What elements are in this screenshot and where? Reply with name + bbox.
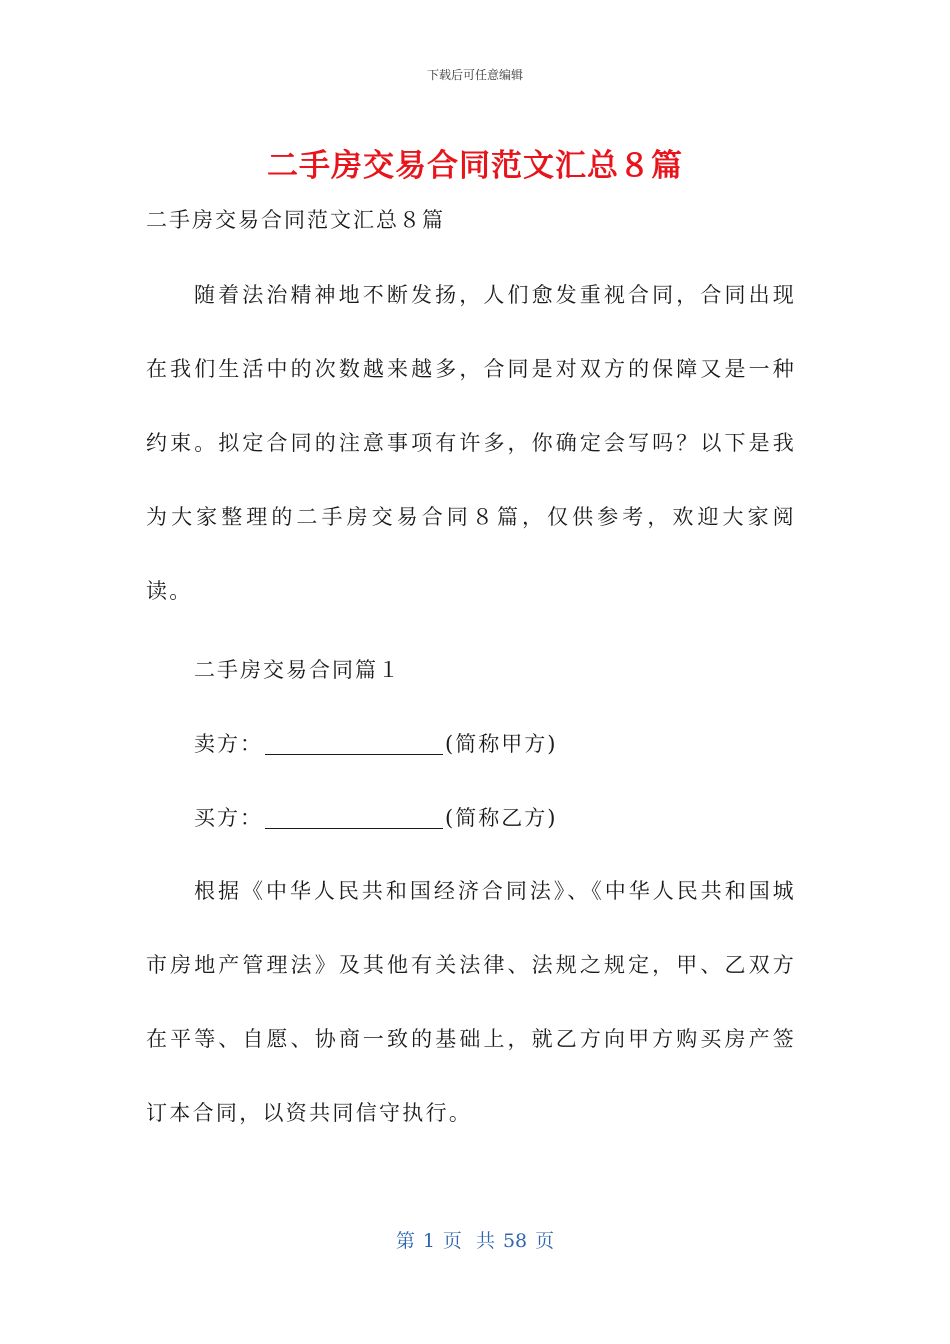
seller-suffix: (简称甲方) (445, 732, 558, 756)
intro-paragraph: 随着法治精神地不断发扬，人们愈发重视合同，合同出现在我们生活中的次数越来越多，合同是对双方的保障又是一种约束。拟定合同的注意事项有许多，你确定会写吗？以下是我为大家整理的二手房交易合同８篇，仅供参考，欢迎大家阅读。 (146, 283, 796, 603)
buyer-suffix: (简称乙方) (445, 806, 558, 830)
buyer-blank (265, 806, 443, 829)
contract-body-paragraph: 根据《中华人民共和国经济合同法》、《中华人民共和国城市房地产管理法》及其他有关法律、法规之规定，甲、乙双方在平等、自愿、协商一致的基础上，就乙方向甲方购买房产签订本合同，以资共同信守执行。 (146, 879, 796, 1125)
seller-line (194, 728, 557, 758)
footer-middle: 页 共 (442, 1230, 495, 1252)
footer-page-number: 1 (422, 1230, 435, 1252)
document-title: 二手房交易合同范文汇总８篇 (267, 148, 683, 184)
seller-blank (265, 732, 443, 755)
header-note: 下载后可任意编辑 (426, 68, 523, 82)
seller-label: 卖方： (194, 732, 263, 756)
document-subtitle: 二手房交易合同范文汇总８篇 (146, 208, 445, 232)
buyer-label: 买方： (194, 806, 263, 830)
footer-prefix: 第 (395, 1230, 415, 1252)
section-heading: 二手房交易合同篇１ (194, 658, 401, 682)
page-footer (0, 1226, 950, 1253)
footer-suffix: 页 (535, 1230, 555, 1252)
buyer-line (194, 802, 557, 832)
footer-total-pages: 58 (502, 1230, 528, 1252)
